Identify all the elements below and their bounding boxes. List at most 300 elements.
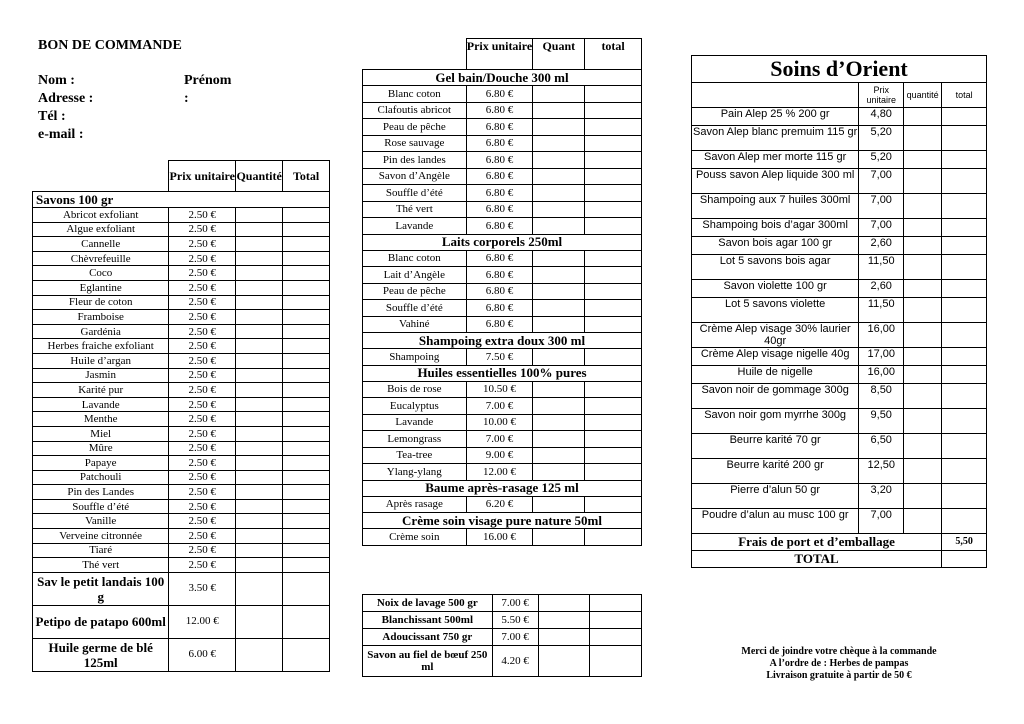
total-cell[interactable] [585,349,642,366]
section-title: Soins d’Orient [692,56,987,83]
quantity-cell[interactable] [236,426,283,441]
quantity-cell[interactable] [236,638,283,671]
adresse-label: Adresse : [38,91,94,106]
table-row [33,514,330,529]
product-name: Huile germe de blé 125ml [33,638,169,671]
quantity-cell[interactable] [236,529,283,544]
quantity-cell[interactable] [533,431,585,448]
product-name: Eucalyptus [363,398,467,415]
product-name: Huile de nigelle [692,366,859,384]
product-name: Petipo de patapo 600ml [33,605,169,638]
unit-price: 6.80 € [466,283,533,300]
total-cell[interactable] [585,102,642,119]
product-name: Herbes fraiche exfoliant [33,339,169,354]
unit-price: 7,00 [859,169,904,194]
quantity-cell[interactable] [904,459,942,484]
total-cell[interactable] [283,251,330,266]
quantity-cell[interactable] [533,267,585,284]
product-name: Noix de lavage 500 gr [363,595,493,612]
quantity-cell[interactable] [236,499,283,514]
quantity-cell[interactable] [236,605,283,638]
table-row [33,208,330,223]
total-cell[interactable] [942,323,987,348]
quantity-cell[interactable] [533,168,585,185]
total-cell[interactable] [283,441,330,456]
table-row [363,612,642,629]
title-row [692,56,987,83]
unit-price: 16,00 [859,323,904,348]
product-name: Après rasage [363,496,467,513]
product-name: Eglantine [33,280,169,295]
product-name: Chèvrefeuille [33,251,169,266]
product-name: Pouss savon Alep liquide 300 ml [692,169,859,194]
quantity-cell[interactable] [904,108,942,126]
total-cell[interactable] [942,237,987,255]
unit-price: 6.80 € [466,201,533,218]
quantity-cell[interactable] [533,283,585,300]
unit-price: 2.50 € [169,543,236,558]
table-row [33,558,330,573]
quantity-cell[interactable] [236,441,283,456]
total-cell[interactable] [585,381,642,398]
unit-price: 2.50 € [169,324,236,339]
total-cell[interactable] [585,414,642,431]
total-cell[interactable] [283,383,330,398]
unit-price: 4,80 [859,108,904,126]
table-row [363,300,642,317]
table-row [692,323,987,348]
quantity-cell[interactable] [904,323,942,348]
table-row [33,638,330,671]
total-cell[interactable] [283,572,330,605]
total-cell[interactable] [585,218,642,235]
total-cell[interactable] [585,185,642,202]
product-name: Huile d’argan [33,353,169,368]
note-line-1: Merci de joindre votre chèque à la commande [741,646,937,657]
total-cell[interactable] [942,219,987,237]
total-cell[interactable] [283,485,330,500]
unit-price: 6.80 € [466,267,533,284]
quantity-cell[interactable] [533,529,585,546]
total-cell[interactable] [942,108,987,126]
total-cell[interactable] [283,310,330,325]
quantity-cell[interactable] [236,251,283,266]
product-name: Peau de pêche [363,119,467,136]
total-cell[interactable] [283,558,330,573]
quantity-cell[interactable] [236,222,283,237]
product-name: Blanc coton [363,86,467,103]
product-name: Shampoing bois d’agar 300ml [692,219,859,237]
quantity-cell[interactable] [236,266,283,281]
unit-price: 7.00 € [492,595,538,612]
section-row [363,365,642,381]
quantity-cell[interactable] [236,572,283,605]
total-cell[interactable] [283,514,330,529]
quantity-cell[interactable] [533,86,585,103]
quantity-cell[interactable] [236,368,283,383]
total-cell[interactable] [283,412,330,427]
unit-price: 12.00 € [466,464,533,481]
unit-price: 6.20 € [466,496,533,513]
total-cell[interactable] [942,126,987,151]
product-name: Beurre karité 70 gr [692,434,859,459]
unit-price: 2.50 € [169,222,236,237]
section-row [33,192,330,208]
unit-price: 6.80 € [466,119,533,136]
unit-price: 9,50 [859,409,904,434]
total-cell[interactable] [283,280,330,295]
section-row [363,70,642,86]
table-row [692,459,987,484]
unit-price: 2.50 € [169,529,236,544]
total-cell[interactable] [283,456,330,471]
product-name: Sav le petit landais 100 g [33,572,169,605]
unit-price: 6.80 € [466,300,533,317]
total-cell[interactable] [585,86,642,103]
product-name: Pierre d’alun 50 gr [692,484,859,509]
total-cell[interactable] [942,409,987,434]
total-cell[interactable] [283,605,330,638]
unit-price: 6.80 € [466,102,533,119]
product-name: Mûre [33,441,169,456]
quantity-cell[interactable] [236,397,283,412]
total-cell[interactable] [585,398,642,415]
table-row [33,310,330,325]
product-name: Savon Alep mer morte 115 gr [692,151,859,169]
product-name: Savon violette 100 gr [692,280,859,298]
table-row [33,266,330,281]
unit-price: 2.50 € [169,412,236,427]
product-name: Verveine citronnée [33,529,169,544]
total-label: TOTAL [692,551,942,568]
header-row [692,83,987,108]
note-line-3: Livraison gratuite à partir de 50 € [766,670,912,681]
table-row [33,324,330,339]
total-cell[interactable] [283,470,330,485]
table-row [692,194,987,219]
total-cell[interactable] [283,353,330,368]
product-name: Savon noir de gommage 300g [692,384,859,409]
unit-price: 8,50 [859,384,904,409]
unit-price: 2.50 € [169,353,236,368]
total-cell[interactable] [283,543,330,558]
quantity-cell[interactable] [236,383,283,398]
table-row [33,456,330,471]
quantity-cell[interactable] [236,310,283,325]
tel-label: Tél : [38,109,66,124]
unit-price: 6.80 € [466,185,533,202]
quantity-cell[interactable] [236,295,283,310]
quantity-cell[interactable] [533,496,585,513]
section-title: Crème soin visage pure nature 50ml [363,513,642,529]
header-blank [692,83,859,108]
unit-price: 2.50 € [169,310,236,325]
unit-price: 2.50 € [169,251,236,266]
total-cell[interactable] [585,267,642,284]
prenom-label: Prénom : [184,73,232,106]
total-cell[interactable] [942,255,987,280]
section-title: Gel bain/Douche 300 ml [363,70,642,86]
total-cell[interactable] [585,529,642,546]
table-row [33,383,330,398]
quantity-cell[interactable] [236,324,283,339]
table-row [33,295,330,310]
table-row [363,102,642,119]
column-header: Total [283,161,330,192]
quantity-cell[interactable] [236,456,283,471]
table-row [692,366,987,384]
table-row [363,349,642,366]
product-name: Crème Alep visage nigelle 40g [692,348,859,366]
product-name: Blanchissant 500ml [363,612,493,629]
table-row [363,529,642,546]
table-row [363,414,642,431]
total-cell[interactable] [942,366,987,384]
quantity-cell[interactable] [533,250,585,267]
product-name: Thé vert [33,558,169,573]
table-row [33,237,330,252]
nom-label: Nom : [38,73,75,88]
total-cell[interactable] [283,638,330,671]
unit-price: 2.50 € [169,441,236,456]
quantity-cell[interactable] [904,194,942,219]
quantity-cell[interactable] [533,464,585,481]
quantity-cell[interactable] [236,543,283,558]
product-name: Peau de pêche [363,283,467,300]
gel-laits-table [362,38,642,546]
quantity-cell[interactable] [236,485,283,500]
quantity-cell[interactable] [533,185,585,202]
total-cell[interactable] [942,434,987,459]
quantity-cell[interactable] [904,126,942,151]
total-cell[interactable] [585,464,642,481]
table-row [692,108,987,126]
total-cell[interactable] [283,368,330,383]
column-header: total [585,39,642,70]
quantity-cell[interactable] [904,409,942,434]
quantity-cell[interactable] [538,646,590,677]
email-label: e-mail : [38,127,84,142]
shipping-label: Frais de port et d’emballage [692,534,942,551]
quantity-cell[interactable] [904,151,942,169]
total-cell[interactable] [942,348,987,366]
table-row [33,280,330,295]
total-cell[interactable] [942,384,987,409]
quantity-cell[interactable] [533,102,585,119]
total-cell[interactable] [942,194,987,219]
entretien-table [362,594,642,677]
table-row [363,316,642,333]
total-cell[interactable] [283,222,330,237]
total-cell[interactable] [590,595,642,612]
quantity-cell[interactable] [236,412,283,427]
unit-price: 12.00 € [169,605,236,638]
table-row [363,595,642,612]
quantity-cell[interactable] [236,514,283,529]
quantity-cell[interactable] [533,381,585,398]
quantity-cell[interactable] [533,300,585,317]
total-cell[interactable] [585,250,642,267]
total-cell[interactable] [283,324,330,339]
quantity-cell[interactable] [538,612,590,629]
shipping-value: 5,50 [942,534,987,551]
header-blank [363,39,467,70]
total-cell[interactable] [585,201,642,218]
total-cell[interactable] [585,168,642,185]
product-name: Clafoutis abricot [363,102,467,119]
quantity-cell[interactable] [533,398,585,415]
unit-price: 2.50 € [169,456,236,471]
table-row [363,431,642,448]
quantity-cell[interactable] [236,280,283,295]
quantity-cell[interactable] [533,447,585,464]
product-name: Rose sauvage [363,135,467,152]
section-row [363,234,642,250]
total-cell[interactable] [585,316,642,333]
quantity-cell[interactable] [236,208,283,223]
total-cell[interactable] [585,135,642,152]
product-name: Souffle d’été [363,300,467,317]
unit-price: 2.50 € [169,266,236,281]
total-cell[interactable] [585,300,642,317]
quantity-cell[interactable] [904,169,942,194]
savons-table [32,160,330,672]
total-cell[interactable] [942,151,987,169]
quantity-cell[interactable] [533,414,585,431]
quantity-cell[interactable] [904,509,942,534]
unit-price: 6.80 € [466,135,533,152]
total-cell[interactable] [942,280,987,298]
note-line-2: A l’ordre de : Herbes de pampas [769,658,909,669]
total-cell[interactable] [590,612,642,629]
unit-price: 2,60 [859,280,904,298]
table-row [33,572,330,605]
table-row [363,398,642,415]
quantity-cell[interactable] [533,119,585,136]
product-name: Cannelle [33,237,169,252]
total-cell[interactable] [585,283,642,300]
unit-price: 6.80 € [466,152,533,169]
total-cell[interactable] [283,237,330,252]
table-row [33,412,330,427]
table-row [692,384,987,409]
total-cell[interactable] [942,169,987,194]
unit-price: 2.50 € [169,339,236,354]
grand-total-cell[interactable] [942,551,987,568]
total-cell[interactable] [283,266,330,281]
total-cell[interactable] [590,646,642,677]
product-name: Bois de rose [363,381,467,398]
total-cell[interactable] [585,119,642,136]
quantity-cell[interactable] [236,339,283,354]
quantity-cell[interactable] [904,434,942,459]
product-name: Miel [33,426,169,441]
total-cell[interactable] [942,459,987,484]
table-row [692,484,987,509]
unit-price: 2.50 € [169,383,236,398]
unit-price: 2.50 € [169,514,236,529]
table-row [692,409,987,434]
product-name: Crème Alep visage 30% laurier 40gr [692,323,859,348]
quantity-cell[interactable] [904,255,942,280]
quantity-cell[interactable] [533,316,585,333]
header-row [363,39,642,70]
quantity-cell[interactable] [538,595,590,612]
quantity-cell[interactable] [904,237,942,255]
product-name: Pain Alep 25 % 200 gr [692,108,859,126]
total-cell[interactable] [283,208,330,223]
quantity-cell[interactable] [236,470,283,485]
quantity-cell[interactable] [904,384,942,409]
total-cell[interactable] [590,629,642,646]
quantity-cell[interactable] [904,280,942,298]
section-title: Savons 100 gr [33,192,330,208]
unit-price: 5.50 € [492,612,538,629]
product-name: Fleur de coton [33,295,169,310]
table-row [363,86,642,103]
quantity-cell[interactable] [533,349,585,366]
quantity-cell[interactable] [904,484,942,509]
total-cell[interactable] [585,431,642,448]
table-row [33,529,330,544]
quantity-cell[interactable] [236,353,283,368]
total-cell[interactable] [283,426,330,441]
total-cell[interactable] [585,447,642,464]
product-name: Vanille [33,514,169,529]
quantity-cell[interactable] [538,629,590,646]
product-name: Karité pur [33,383,169,398]
table-row [692,169,987,194]
total-cell[interactable] [283,529,330,544]
product-name: Tiaré [33,543,169,558]
total-cell[interactable] [942,484,987,509]
unit-price: 2.50 € [169,470,236,485]
unit-price: 6.80 € [466,250,533,267]
total-cell[interactable] [283,339,330,354]
total-cell[interactable] [942,509,987,534]
quantity-cell[interactable] [904,219,942,237]
quantity-cell[interactable] [533,201,585,218]
quantity-cell[interactable] [533,218,585,235]
quantity-cell[interactable] [904,348,942,366]
unit-price: 2.50 € [169,368,236,383]
product-name: Papaye [33,456,169,471]
section-title: Huiles essentielles 100% pures [363,365,642,381]
total-cell[interactable] [585,496,642,513]
quantity-cell[interactable] [236,558,283,573]
unit-price: 16.00 € [466,529,533,546]
table-row [33,426,330,441]
total-cell[interactable] [283,295,330,310]
table-row [363,464,642,481]
product-name: Beurre karité 200 gr [692,459,859,484]
table-row [363,496,642,513]
total-cell[interactable] [283,499,330,514]
quantity-cell[interactable] [533,152,585,169]
total-cell[interactable] [585,152,642,169]
total-cell[interactable] [283,397,330,412]
total-cell[interactable] [942,298,987,323]
product-name: Lemongrass [363,431,467,448]
column-header: total [942,83,987,108]
quantity-cell[interactable] [904,366,942,384]
product-name: Souffle d’été [33,499,169,514]
table-row [33,470,330,485]
quantity-cell[interactable] [533,135,585,152]
table-row [33,222,330,237]
quantity-cell[interactable] [904,298,942,323]
quantity-cell[interactable] [236,237,283,252]
